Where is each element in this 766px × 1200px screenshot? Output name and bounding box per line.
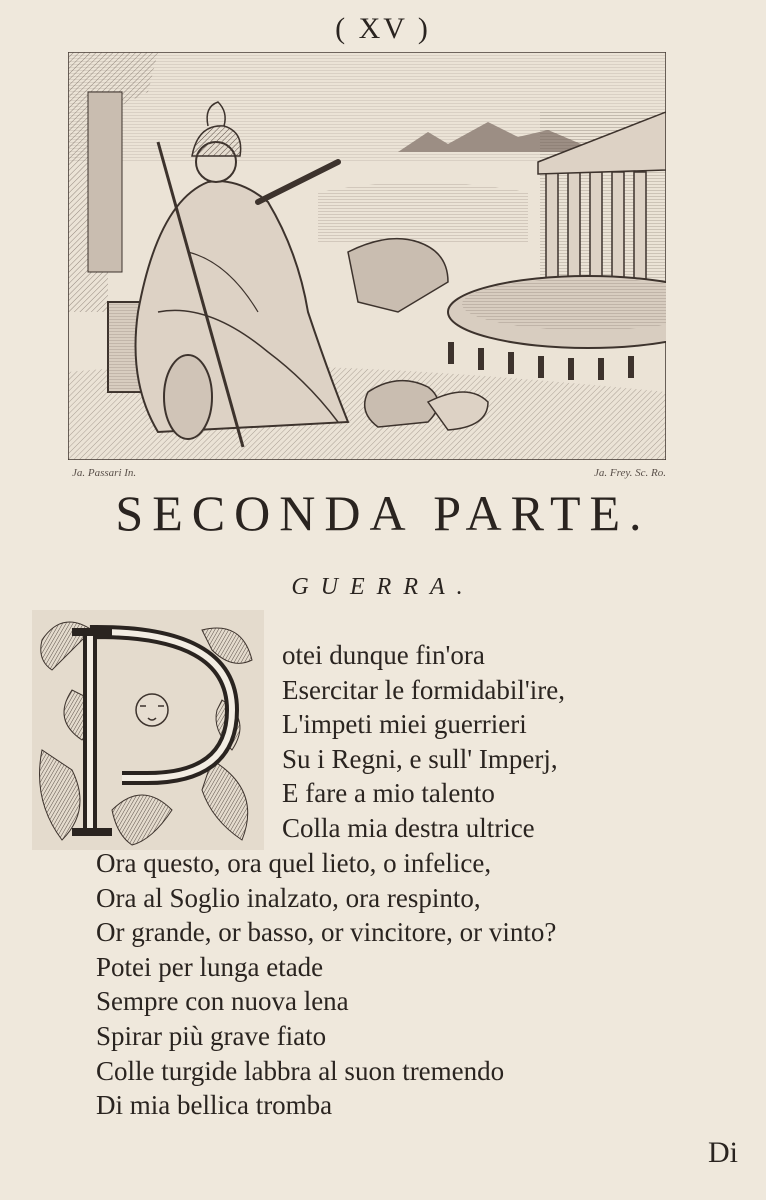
ornamental-initial-icon xyxy=(32,610,264,850)
section-subtitle: GUERRA. xyxy=(291,574,475,600)
verse-line: Su i Regni, e sull' Imperj, xyxy=(282,743,558,774)
verse-line: Or grande, or basso, or vincitore, or vinto? xyxy=(96,917,557,948)
page-number: ( XV ) xyxy=(335,12,431,45)
part-title: SECONDA PARTE. xyxy=(115,485,651,541)
verse-line: Ora questo, ora quel lieto, o infelice, xyxy=(96,848,492,878)
verse-line: Sempre con nuova lena xyxy=(96,986,349,1017)
catchword: Di xyxy=(708,1136,738,1169)
verse-line: Potei per lunga etade xyxy=(96,951,324,982)
verse-line: Colle turgide labbra al suon tremendo xyxy=(96,1055,505,1086)
verse-line: Spirar più grave fiato xyxy=(96,1020,327,1051)
minerva-engraving-icon xyxy=(68,52,666,460)
verse-line: E fare a mio talento xyxy=(282,778,495,809)
verse-line: Colla mia destra ultrice xyxy=(282,812,535,843)
verse-line: Ora al Soglio inalzato, ora respinto, xyxy=(96,882,481,913)
verse-block-indented xyxy=(282,638,565,846)
verse-line: otei dunque fin'ora xyxy=(282,640,485,670)
verse-line: L'impeti miei guerrieri xyxy=(282,709,527,740)
engraving-credit-left: Ja. Passari In. xyxy=(72,467,137,479)
verse-line: Esercitar le formidabil'ire, xyxy=(282,674,565,705)
verse-block-full xyxy=(96,846,556,1123)
engraving-credit-right: Ja. Frey. Sc. Ro. xyxy=(594,467,666,479)
verse-line: Di mia bellica tromba xyxy=(96,1090,333,1121)
